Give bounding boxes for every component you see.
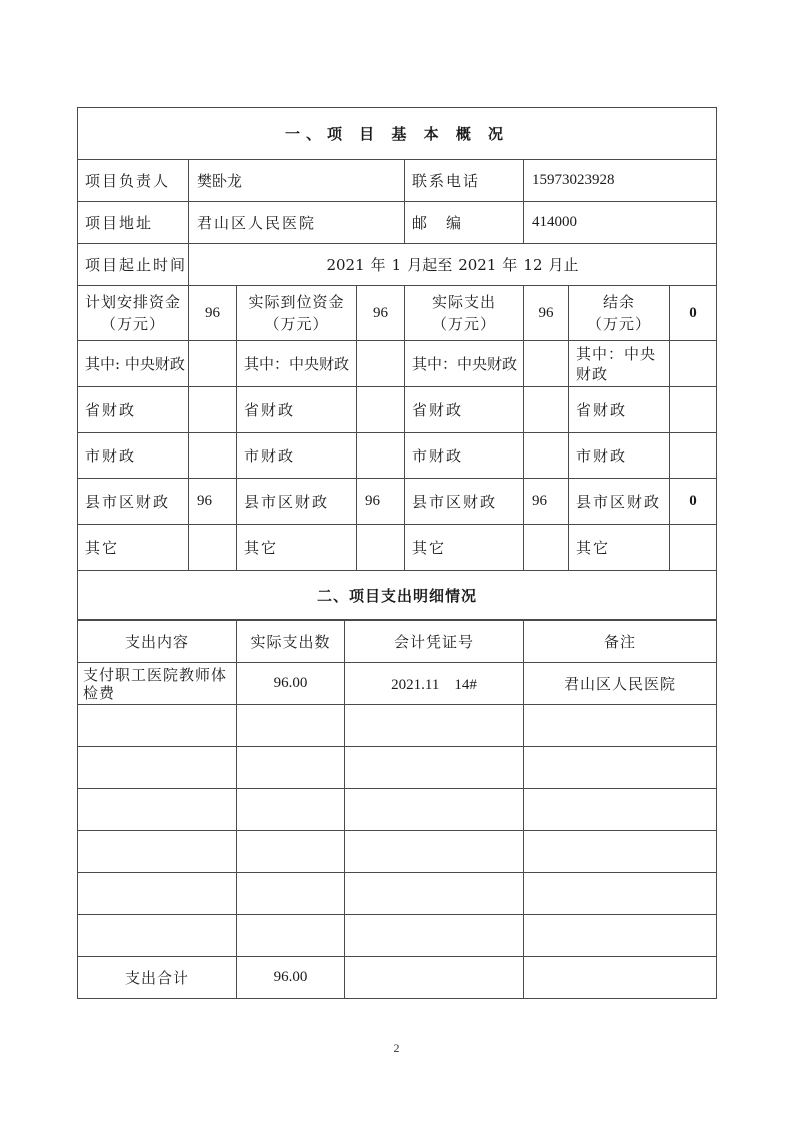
header-amount: 实际支出数: [237, 621, 345, 663]
address-value: 君山区人民医院: [189, 202, 405, 244]
breakdown-value: 0: [670, 479, 717, 525]
expense-content: [78, 747, 237, 789]
balance-label-line1: 结余: [602, 293, 635, 311]
expense-row: [78, 873, 717, 915]
phone-value: 15973023928: [524, 160, 717, 202]
expense-amount: [237, 915, 345, 957]
balance-label: [569, 286, 670, 341]
breakdown-label: 县市区财政: [405, 479, 524, 525]
breakdown-label: 县市区财政: [569, 479, 670, 525]
phone-label: 联系电话: [405, 160, 524, 202]
expense-remark: [524, 705, 717, 747]
expense-remark: [524, 747, 717, 789]
breakdown-row: [78, 479, 717, 525]
period-value: [189, 244, 717, 286]
total-amount: 96.00: [237, 957, 345, 999]
expense-voucher: [345, 873, 524, 915]
expense-amount: [237, 705, 345, 747]
breakdown-label: 其中：中央财政: [405, 341, 524, 387]
start-month: 1: [391, 256, 402, 274]
expense-remark: [524, 831, 717, 873]
breakdown-value: [670, 433, 717, 479]
expense-row: [78, 747, 717, 789]
breakdown-row: [78, 433, 717, 479]
spent-funds-label-line1: 实际支出: [431, 293, 496, 311]
breakdown-value: 96: [357, 479, 405, 525]
breakdown-value: [357, 433, 405, 479]
section1-title: 一、项 目 基 本 概 况: [78, 108, 717, 160]
breakdown-value: [524, 433, 569, 479]
breakdown-value: [189, 341, 237, 387]
expense-content: [78, 873, 237, 915]
expense-content: [78, 831, 237, 873]
expense-amount: [237, 747, 345, 789]
breakdown-label: 县市区财政: [237, 479, 357, 525]
breakdown-value: [357, 387, 405, 433]
breakdown-value: [357, 525, 405, 571]
breakdown-label: 其中: 中央财政: [78, 341, 189, 387]
breakdown-label: 市财政: [78, 433, 189, 479]
total-voucher: [345, 957, 524, 999]
breakdown-value: [670, 525, 717, 571]
received-funds-value: 96: [357, 286, 405, 341]
planned-funds-label-line2: （万元）: [100, 315, 165, 333]
period-label: 项目起止时间: [78, 244, 189, 286]
expense-content: 支付职工医院教师体检费: [78, 663, 237, 705]
breakdown-label: 省财政: [78, 387, 189, 433]
breakdown-value: [357, 341, 405, 387]
breakdown-row: [78, 525, 717, 571]
breakdown-value: [524, 387, 569, 433]
breakdown-value: [524, 525, 569, 571]
breakdown-value: 96: [524, 479, 569, 525]
breakdown-label: 省财政: [237, 387, 357, 433]
breakdown-label: 其它: [78, 525, 189, 571]
spent-funds-label-line2: （万元）: [431, 315, 496, 333]
balance-value: 0: [670, 286, 717, 341]
postcode-label: 邮 编: [405, 202, 524, 244]
header-voucher: 会计凭证号: [345, 621, 524, 663]
expense-amount: 96.00: [237, 663, 345, 705]
expense-content: [78, 915, 237, 957]
expense-voucher: [345, 705, 524, 747]
expense-voucher: [345, 915, 524, 957]
responsible-value: 樊卧龙: [189, 160, 405, 202]
expense-row: [78, 789, 717, 831]
breakdown-label: 市财政: [237, 433, 357, 479]
breakdown-value: [524, 341, 569, 387]
expense-detail-table: [77, 620, 717, 999]
total-remark: [524, 957, 717, 999]
expense-amount: [237, 789, 345, 831]
expense-row: [78, 705, 717, 747]
expense-amount: [237, 873, 345, 915]
expense-voucher: [345, 747, 524, 789]
start-year-unit: 年: [370, 256, 386, 274]
planned-funds-label-line1: 计划安排资金: [84, 293, 181, 311]
expense-remark: [524, 873, 717, 915]
postcode-value: 414000: [524, 202, 717, 244]
expense-header-row: [78, 621, 717, 663]
expense-voucher: 2021.11 14#: [345, 663, 524, 705]
expense-total-row: [78, 957, 717, 999]
end-suffix: 月止: [548, 256, 579, 274]
section2-title: 二、项目支出明细情况: [78, 571, 717, 620]
breakdown-value: [189, 433, 237, 479]
expense-voucher: [345, 831, 524, 873]
expense-remark: [524, 789, 717, 831]
project-overview-table: [77, 107, 717, 620]
expense-remark: 君山区人民医院: [524, 663, 717, 705]
address-label: 项目地址: [78, 202, 189, 244]
breakdown-label: 省财政: [569, 387, 670, 433]
received-funds-label-line2: （万元）: [264, 315, 329, 333]
breakdown-value: [670, 387, 717, 433]
expense-amount: [237, 831, 345, 873]
breakdown-row: [78, 387, 717, 433]
expense-row: [78, 663, 717, 705]
start-year: 2021: [326, 256, 365, 274]
breakdown-label: 市财政: [405, 433, 524, 479]
breakdown-row: [78, 341, 717, 387]
breakdown-label: 省财政: [405, 387, 524, 433]
spent-funds-value: 96: [524, 286, 569, 341]
breakdown-value: [670, 341, 717, 387]
start-suffix: 月起至: [407, 256, 453, 274]
header-remark: 备注: [524, 621, 717, 663]
expense-content: [78, 789, 237, 831]
expense-voucher: [345, 789, 524, 831]
breakdown-label: 其它: [569, 525, 670, 571]
breakdown-label: 其中：中央财政: [569, 341, 670, 387]
expense-row: [78, 915, 717, 957]
breakdown-value: [189, 387, 237, 433]
breakdown-label: 市财政: [569, 433, 670, 479]
expense-row: [78, 831, 717, 873]
page-number: 2: [393, 1041, 400, 1055]
end-year-unit: 年: [502, 256, 518, 274]
responsible-label: 项目负责人: [78, 160, 189, 202]
breakdown-value: [189, 525, 237, 571]
end-month: 12: [523, 256, 543, 274]
breakdown-value: 96: [189, 479, 237, 525]
breakdown-label: 其中：中央财政: [237, 341, 357, 387]
expense-remark: [524, 915, 717, 957]
end-year: 2021: [458, 256, 497, 274]
spent-funds-label: [405, 286, 524, 341]
header-content: 支出内容: [78, 621, 237, 663]
balance-label-line2: （万元）: [586, 315, 651, 333]
breakdown-label: 县市区财政: [78, 479, 189, 525]
breakdown-label: 其它: [405, 525, 524, 571]
breakdown-label: 其它: [237, 525, 357, 571]
received-funds-label: [237, 286, 357, 341]
received-funds-label-line1: 实际到位资金: [248, 293, 345, 311]
total-label: 支出合计: [78, 957, 237, 999]
planned-funds-value: 96: [189, 286, 237, 341]
expense-content: [78, 705, 237, 747]
planned-funds-label: [78, 286, 189, 341]
